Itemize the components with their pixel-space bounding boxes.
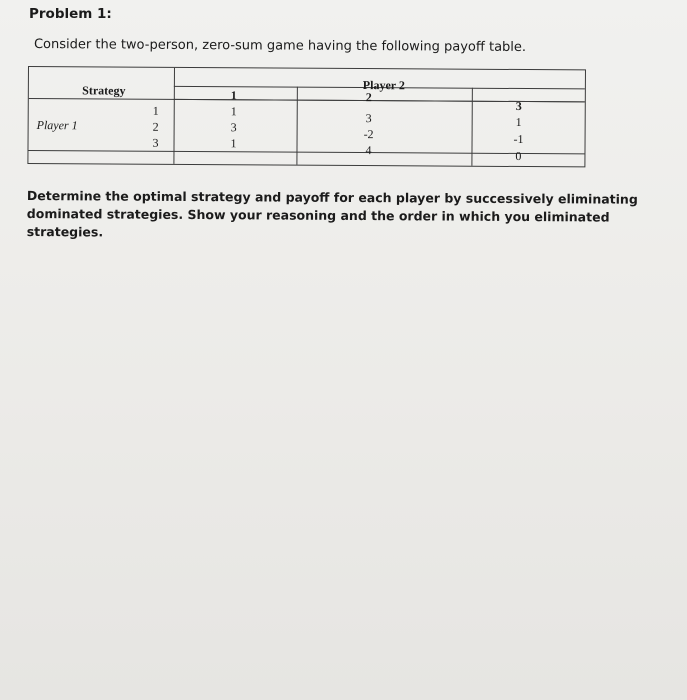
payoff-cell: 4: [365, 143, 372, 158]
payoff-cell: 1: [230, 104, 237, 119]
column-strategy-3: 3: [515, 98, 522, 114]
payoff-cell: 3: [365, 111, 372, 126]
payoff-cell: -1: [513, 131, 524, 147]
payoff-cell: 1: [515, 114, 522, 130]
player2-header: Player 2: [362, 78, 405, 93]
payoff-cell: 1: [230, 136, 237, 151]
payoff-cell: 0: [515, 148, 522, 164]
player1-label: Player 1: [36, 118, 78, 133]
problem-question: Determine the optimal strategy and payoff for each player by successively eliminating dominated strategies. Show your reasoning and the order in which you eliminated strategies.: [26, 187, 638, 240]
row-strategy-2: 2: [152, 119, 159, 134]
column-strategy-2: 2: [365, 90, 372, 105]
problem-intro: Consider the two-person, zero-sum game having the following payoff table.: [33, 37, 527, 56]
strategy-header: Strategy: [82, 83, 126, 98]
column-strategy-1: 1: [230, 88, 237, 103]
table-divider: [471, 88, 472, 166]
row-strategy-3: 3: [152, 135, 159, 150]
table-divider: [296, 87, 297, 165]
payoff-cell: -2: [363, 127, 374, 142]
payoff-cell: 3: [230, 120, 237, 135]
problem-title: Problem 1:: [29, 6, 112, 22]
table-divider: [173, 68, 175, 164]
payoff-table: [27, 66, 586, 167]
row-strategy-1: 1: [152, 103, 159, 118]
